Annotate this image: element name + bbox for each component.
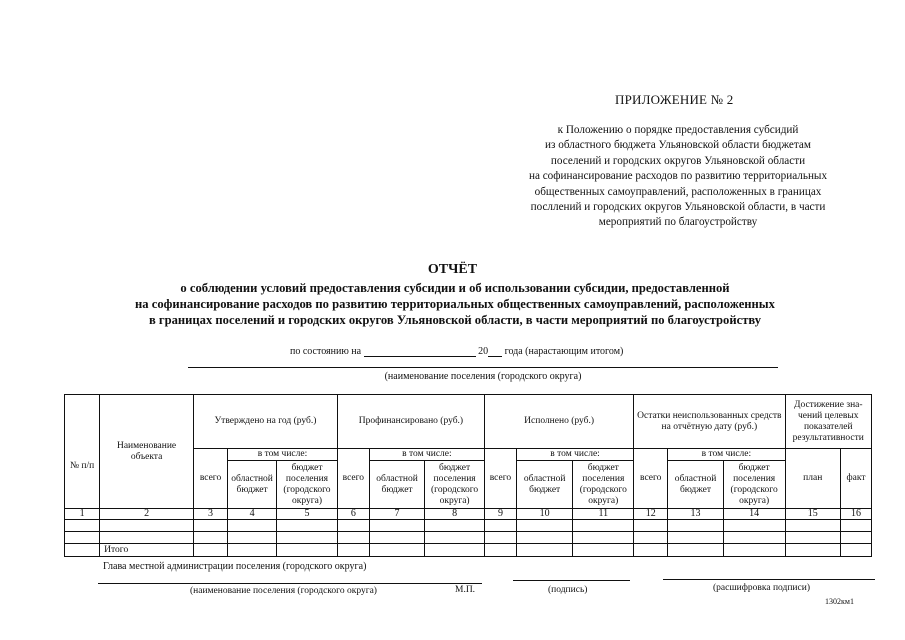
- appendix-reference-line: на софинансирование расходов по развитию территориальных: [528, 170, 828, 183]
- year-blank-field[interactable]: [488, 346, 502, 357]
- column-number: 5: [277, 509, 338, 520]
- header-local-budget: бюджет поселения (городского округа): [425, 461, 485, 509]
- report-table: [64, 394, 872, 557]
- year-prefix: 20: [478, 346, 489, 357]
- column-number: 3: [193, 509, 227, 520]
- appendix-reference: [478, 123, 878, 231]
- header-regional-budget: областной бюджет: [369, 461, 424, 509]
- header-targets: Достижение зна- чений целевых показателей результативности: [785, 395, 871, 449]
- header-local-budget: бюджет поселения (городского округа): [573, 461, 634, 509]
- table-row[interactable]: [65, 532, 872, 544]
- appendix-reference-line: поселений и городских округов Ульяновской области: [550, 154, 806, 167]
- stamp-label: М.П.: [455, 585, 476, 595]
- header-local-budget: бюджет поселения (городского округа): [277, 461, 338, 509]
- header-fact: факт: [840, 449, 871, 509]
- column-number: 6: [337, 509, 369, 520]
- appendix-reference-line: общественных самоуправлений, расположенных в границах: [534, 185, 822, 198]
- report-subtitle: [40, 280, 870, 328]
- column-number: 10: [516, 509, 572, 520]
- report-subtitle-line: о соблюдении условий предоставления субсидии и об использовании субсидии, предоставленной: [180, 281, 730, 295]
- column-number: 8: [425, 509, 485, 520]
- column-number-row: [65, 509, 872, 520]
- header-regional-budget: областной бюджет: [668, 461, 723, 509]
- header-including: в том числе:: [228, 449, 338, 461]
- header-local-budget: бюджет поселения (городского округа): [723, 461, 785, 509]
- column-number: 11: [573, 509, 634, 520]
- column-number: 2: [100, 509, 194, 520]
- report-subtitle-line: в границах поселений и городских округов Ульяновской области, в части мероприятий по благоустройству: [148, 313, 762, 327]
- header-including: в том числе:: [516, 449, 633, 461]
- column-number: 9: [484, 509, 516, 520]
- appendix-reference-line: к Положению о порядке предоставления субсидий: [557, 124, 799, 136]
- appendix-title: ПРИЛОЖЕНИЕ № 2: [615, 92, 734, 107]
- total-row-label: Итого: [100, 544, 194, 557]
- column-number: 13: [668, 509, 723, 520]
- signature-label: Глава местной администрации поселения (городского округа): [103, 561, 367, 572]
- as-of-suffix: года (нарастающим итогом): [504, 346, 624, 357]
- header-total: всего: [634, 449, 668, 509]
- header-remainder: Остатки неиспользованных средств на отчётную дату (руб.): [634, 395, 785, 449]
- signature-caption: (подпись): [548, 585, 588, 595]
- report-subtitle-line: на софинансирование расходов по развитию территориальных общественных самоуправлений, расположенных: [135, 297, 775, 311]
- column-number: 1: [65, 509, 100, 520]
- table-row[interactable]: [65, 520, 872, 532]
- column-number: 14: [723, 509, 785, 520]
- header-row-number: № п/п: [65, 395, 100, 509]
- column-number: 4: [228, 509, 277, 520]
- header-approved: Утверждено на год (руб.): [193, 395, 337, 449]
- header-object-name: Наименование объекта: [100, 395, 194, 509]
- header-total: всего: [193, 449, 227, 509]
- column-number: 16: [840, 509, 871, 520]
- header-regional-budget: областной бюджет: [516, 461, 572, 509]
- settlement-caption: (наименование поселения (городского округа): [384, 371, 582, 382]
- header-including: в том числе:: [668, 449, 785, 461]
- settlement-name-field[interactable]: [188, 367, 778, 368]
- form-code: 1302км1: [825, 597, 854, 606]
- header-regional-budget: областной бюджет: [228, 461, 277, 509]
- signature-line[interactable]: [513, 580, 630, 581]
- column-number: 7: [369, 509, 424, 520]
- header-total: всего: [337, 449, 369, 509]
- total-row[interactable]: [65, 544, 872, 557]
- header-including: в том числе:: [369, 449, 484, 461]
- report-title: ОТЧЁТ: [427, 262, 478, 277]
- header-executed: Исполнено (руб.): [484, 395, 633, 449]
- date-blank-field[interactable]: [364, 346, 476, 357]
- settlement-name-line[interactable]: [98, 583, 482, 584]
- signature-decode-line[interactable]: [663, 579, 875, 580]
- column-number: 12: [634, 509, 668, 520]
- header-plan: план: [785, 449, 840, 509]
- column-number: 15: [785, 509, 840, 520]
- appendix-reference-line: из областного бюджета Ульяновской области бюджетам: [545, 139, 811, 152]
- appendix-reference-line: мероприятий по благоустройству: [598, 216, 758, 229]
- header-total: всего: [484, 449, 516, 509]
- header-financed: Профинансировано (руб.): [337, 395, 484, 449]
- appendix-reference-line: посллений и городских округов Ульяновской области, в части: [530, 201, 826, 214]
- as-of-date-line: [290, 346, 623, 357]
- signature-decode-caption: (расшифровка подписи): [713, 583, 810, 593]
- settlement-name-caption: (наименование поселения (городского округа): [190, 586, 377, 596]
- as-of-prefix: по состоянию на: [290, 346, 362, 357]
